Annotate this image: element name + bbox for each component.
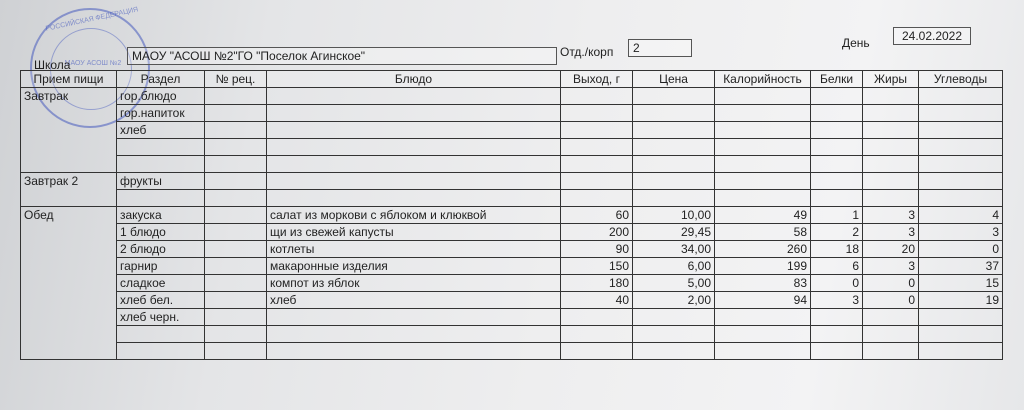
col-header-price: Цена bbox=[633, 71, 715, 88]
table-row bbox=[21, 224, 1003, 241]
carbs-cell bbox=[919, 122, 1003, 139]
col-header-yield: Выход, г bbox=[561, 71, 633, 88]
section-cell: 2 блюдо bbox=[117, 241, 205, 258]
protein-cell: 1 bbox=[811, 207, 863, 224]
yield-cell bbox=[561, 326, 633, 343]
col-header-calories: Калорийность bbox=[715, 71, 811, 88]
fat-cell bbox=[863, 326, 919, 343]
school-name-field: МАОУ "АСОШ №2"ГО "Поселок Агинское" bbox=[127, 47, 557, 65]
protein-cell bbox=[811, 139, 863, 156]
school-label: Школа bbox=[34, 58, 71, 72]
protein-cell: 6 bbox=[811, 258, 863, 275]
yield-cell bbox=[561, 88, 633, 105]
calories-cell: 199 bbox=[715, 258, 811, 275]
table-row bbox=[21, 105, 1003, 122]
yield-cell bbox=[561, 139, 633, 156]
protein-cell: 18 bbox=[811, 241, 863, 258]
protein-cell bbox=[811, 156, 863, 173]
protein-cell bbox=[811, 326, 863, 343]
section-cell: хлеб bbox=[117, 122, 205, 139]
yield-cell bbox=[561, 122, 633, 139]
branch-label: Отд./корп bbox=[560, 45, 614, 59]
section-cell bbox=[117, 139, 205, 156]
price-cell bbox=[633, 190, 715, 207]
table-row bbox=[21, 207, 1003, 224]
section-cell: хлеб бел. bbox=[117, 292, 205, 309]
calories-cell: 83 bbox=[715, 275, 811, 292]
yield-cell: 90 bbox=[561, 241, 633, 258]
protein-cell: 2 bbox=[811, 224, 863, 241]
protein-cell: 0 bbox=[811, 275, 863, 292]
price-cell bbox=[633, 122, 715, 139]
fat-cell bbox=[863, 190, 919, 207]
section-cell: 1 блюдо bbox=[117, 224, 205, 241]
calories-cell bbox=[715, 326, 811, 343]
fat-cell: 0 bbox=[863, 292, 919, 309]
table-row bbox=[21, 156, 1003, 173]
carbs-cell: 19 bbox=[919, 292, 1003, 309]
price-cell bbox=[633, 309, 715, 326]
col-header-section: Раздел bbox=[117, 71, 205, 88]
carbs-cell bbox=[919, 309, 1003, 326]
recipe-no-cell bbox=[205, 88, 267, 105]
fat-cell bbox=[863, 343, 919, 360]
calories-cell bbox=[715, 105, 811, 122]
calories-cell bbox=[715, 156, 811, 173]
table-row bbox=[21, 88, 1003, 105]
dish-cell bbox=[267, 326, 561, 343]
recipe-no-cell bbox=[205, 343, 267, 360]
fat-cell bbox=[863, 309, 919, 326]
yield-cell: 180 bbox=[561, 275, 633, 292]
price-cell bbox=[633, 139, 715, 156]
price-cell bbox=[633, 88, 715, 105]
yield-cell bbox=[561, 173, 633, 190]
calories-cell bbox=[715, 190, 811, 207]
recipe-no-cell bbox=[205, 173, 267, 190]
col-header-carbs: Углеводы bbox=[919, 71, 1003, 88]
fat-cell bbox=[863, 105, 919, 122]
calories-cell bbox=[715, 88, 811, 105]
calories-cell bbox=[715, 173, 811, 190]
yield-cell bbox=[561, 309, 633, 326]
fat-cell: 3 bbox=[863, 207, 919, 224]
table-header-row bbox=[21, 71, 1003, 88]
col-header-protein: Белки bbox=[811, 71, 863, 88]
carbs-cell: 0 bbox=[919, 241, 1003, 258]
table-row bbox=[21, 275, 1003, 292]
carbs-cell: 37 bbox=[919, 258, 1003, 275]
branch-field: 2 bbox=[628, 39, 692, 57]
meal-cell-breakfast: Завтрак bbox=[21, 88, 117, 173]
table-row bbox=[21, 292, 1003, 309]
table-row bbox=[21, 190, 1003, 207]
section-cell: гор.напиток bbox=[117, 105, 205, 122]
fat-cell: 20 bbox=[863, 241, 919, 258]
dish-cell bbox=[267, 190, 561, 207]
carbs-cell: 15 bbox=[919, 275, 1003, 292]
table-row bbox=[21, 309, 1003, 326]
recipe-no-cell bbox=[205, 190, 267, 207]
col-header-meal: Прием пищи bbox=[21, 71, 117, 88]
price-cell bbox=[633, 156, 715, 173]
menu-table bbox=[20, 70, 1003, 360]
calories-cell bbox=[715, 343, 811, 360]
calories-cell: 49 bbox=[715, 207, 811, 224]
price-cell: 6,00 bbox=[633, 258, 715, 275]
fat-cell bbox=[863, 122, 919, 139]
recipe-no-cell bbox=[205, 139, 267, 156]
col-header-dish: Блюдо bbox=[267, 71, 561, 88]
calories-cell: 94 bbox=[715, 292, 811, 309]
price-cell: 29,45 bbox=[633, 224, 715, 241]
dish-cell bbox=[267, 343, 561, 360]
table-row bbox=[21, 343, 1003, 360]
carbs-cell: 4 bbox=[919, 207, 1003, 224]
dish-cell bbox=[267, 309, 561, 326]
meal-cell-lunch: Обед bbox=[21, 207, 117, 360]
carbs-cell bbox=[919, 88, 1003, 105]
fat-cell bbox=[863, 156, 919, 173]
fat-cell bbox=[863, 173, 919, 190]
protein-cell bbox=[811, 343, 863, 360]
section-cell: фрукты bbox=[117, 173, 205, 190]
carbs-cell bbox=[919, 173, 1003, 190]
recipe-no-cell bbox=[205, 275, 267, 292]
stamp-text-mid: МАОУ АСОШ №2 bbox=[64, 60, 122, 67]
calories-cell bbox=[715, 309, 811, 326]
stamp-text-top: РОССИЙСКАЯ ФЕДЕРАЦИЯ bbox=[45, 6, 139, 33]
meal-cell-breakfast-2: Завтрак 2 bbox=[21, 173, 117, 207]
table-row bbox=[21, 241, 1003, 258]
calories-cell bbox=[715, 139, 811, 156]
dish-cell: салат из моркови с яблоком и клюквой bbox=[267, 207, 561, 224]
protein-cell bbox=[811, 309, 863, 326]
section-cell: гор.блюдо bbox=[117, 88, 205, 105]
dish-cell: щи из свежей капусты bbox=[267, 224, 561, 241]
yield-cell: 200 bbox=[561, 224, 633, 241]
price-cell: 10,00 bbox=[633, 207, 715, 224]
table-row bbox=[21, 258, 1003, 275]
price-cell: 2,00 bbox=[633, 292, 715, 309]
carbs-cell bbox=[919, 139, 1003, 156]
fat-cell: 0 bbox=[863, 275, 919, 292]
carbs-cell bbox=[919, 343, 1003, 360]
table-row bbox=[21, 173, 1003, 190]
section-cell: гарнир bbox=[117, 258, 205, 275]
dish-cell: макаронные изделия bbox=[267, 258, 561, 275]
date-field: 24.02.2022 bbox=[893, 27, 971, 45]
calories-cell: 260 bbox=[715, 241, 811, 258]
fat-cell bbox=[863, 139, 919, 156]
fat-cell bbox=[863, 88, 919, 105]
price-cell bbox=[633, 343, 715, 360]
price-cell: 34,00 bbox=[633, 241, 715, 258]
col-header-fat: Жиры bbox=[863, 71, 919, 88]
dish-cell: компот из яблок bbox=[267, 275, 561, 292]
recipe-no-cell bbox=[205, 326, 267, 343]
carbs-cell bbox=[919, 326, 1003, 343]
carbs-cell bbox=[919, 190, 1003, 207]
recipe-no-cell bbox=[205, 258, 267, 275]
protein-cell bbox=[811, 190, 863, 207]
yield-cell: 40 bbox=[561, 292, 633, 309]
protein-cell bbox=[811, 88, 863, 105]
calories-cell: 58 bbox=[715, 224, 811, 241]
day-label: День bbox=[842, 36, 870, 50]
carbs-cell bbox=[919, 156, 1003, 173]
yield-cell bbox=[561, 343, 633, 360]
section-cell bbox=[117, 190, 205, 207]
protein-cell bbox=[811, 105, 863, 122]
dish-cell bbox=[267, 105, 561, 122]
recipe-no-cell bbox=[205, 156, 267, 173]
dish-cell bbox=[267, 173, 561, 190]
recipe-no-cell bbox=[205, 292, 267, 309]
price-cell bbox=[633, 173, 715, 190]
recipe-no-cell bbox=[205, 105, 267, 122]
yield-cell: 150 bbox=[561, 258, 633, 275]
yield-cell: 60 bbox=[561, 207, 633, 224]
dish-cell bbox=[267, 122, 561, 139]
dish-cell bbox=[267, 139, 561, 156]
recipe-no-cell bbox=[205, 224, 267, 241]
recipe-no-cell bbox=[205, 241, 267, 258]
fat-cell: 3 bbox=[863, 224, 919, 241]
yield-cell bbox=[561, 156, 633, 173]
price-cell bbox=[633, 105, 715, 122]
recipe-no-cell bbox=[205, 122, 267, 139]
section-cell: сладкое bbox=[117, 275, 205, 292]
table-row bbox=[21, 326, 1003, 343]
section-cell bbox=[117, 156, 205, 173]
dish-cell: котлеты bbox=[267, 241, 561, 258]
yield-cell bbox=[561, 105, 633, 122]
protein-cell bbox=[811, 122, 863, 139]
table-row bbox=[21, 139, 1003, 156]
section-cell bbox=[117, 343, 205, 360]
section-cell: хлеб черн. bbox=[117, 309, 205, 326]
recipe-no-cell bbox=[205, 207, 267, 224]
protein-cell bbox=[811, 173, 863, 190]
yield-cell bbox=[561, 190, 633, 207]
dish-cell bbox=[267, 88, 561, 105]
table-row bbox=[21, 122, 1003, 139]
protein-cell: 3 bbox=[811, 292, 863, 309]
price-cell bbox=[633, 326, 715, 343]
col-header-recipe-no: № рец. bbox=[205, 71, 267, 88]
fat-cell: 3 bbox=[863, 258, 919, 275]
carbs-cell bbox=[919, 105, 1003, 122]
section-cell: закуска bbox=[117, 207, 205, 224]
dish-cell: хлеб bbox=[267, 292, 561, 309]
recipe-no-cell bbox=[205, 309, 267, 326]
section-cell bbox=[117, 326, 205, 343]
dish-cell bbox=[267, 156, 561, 173]
carbs-cell: 3 bbox=[919, 224, 1003, 241]
price-cell: 5,00 bbox=[633, 275, 715, 292]
calories-cell bbox=[715, 122, 811, 139]
